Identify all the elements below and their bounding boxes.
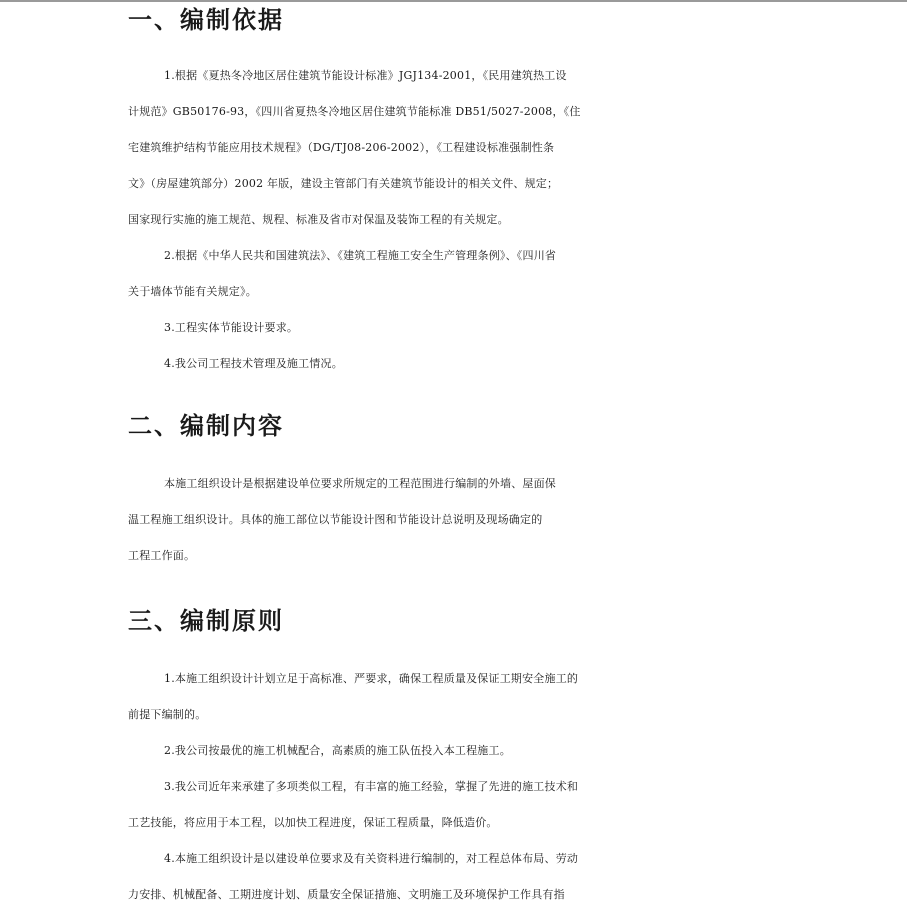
text-line: 文》（房屋建筑部分）2002 年版，建设主管部门有关建筑节能设计的相关文件、规定；	[128, 177, 559, 190]
paragraph	[128, 346, 848, 382]
text-line: 关于墙体节能有关规定》。	[128, 285, 257, 298]
text-line: 3.我公司近年来承建了多项类似工程，有丰富的施工经验，掌握了先进的施工技术和	[164, 780, 579, 793]
paragraph	[128, 733, 848, 769]
text-line: 1.根据《夏热冬冷地区居住建筑节能设计标准》JGJ134-2001，《民用建筑热工设	[164, 69, 567, 82]
text-line: 温工程施工组织设计。具体的施工部位以节能设计图和节能设计总说明及现场确定的	[128, 513, 543, 526]
text-line: 计规范》GB50176-93，《四川省夏热冬冷地区居住建筑节能标准 DB51/5027-2008，《住	[128, 105, 581, 118]
text-line: 4.我公司工程技术管理及施工情况。	[164, 357, 343, 370]
text-line: 前提下编制的。	[128, 708, 207, 721]
paragraph	[128, 841, 848, 913]
text-line: 力安排、机械配备、工期进度计划、质量安全保证措施、文明施工及环境保护工作具有指	[128, 888, 565, 901]
section-heading-basis: 一、编制依据	[128, 6, 284, 34]
section-content-body	[128, 466, 848, 574]
paragraph	[128, 310, 848, 346]
section-principles-body	[128, 661, 848, 913]
text-line: 工艺技能，将应用于本工程，以加快工程进度，保证工程质量，降低造价。	[128, 816, 498, 829]
paragraph	[128, 466, 848, 574]
text-line: 2.根据《中华人民共和国建筑法》、《建筑工程施工安全生产管理条例》、《四川省	[164, 249, 557, 262]
text-line: 4.本施工组织设计是以建设单位要求及有关资料进行编制的，对工程总体布局、劳动	[164, 852, 579, 865]
text-line: 国家现行实施的施工规范、规程、标准及省市对保温及装饰工程的有关规定。	[128, 213, 509, 226]
text-line: 宅建筑维护结构节能应用技术规程》（DG/TJ08-206-2002），《工程建设标准强制性条	[128, 141, 555, 154]
text-line: 工程工作面。	[128, 549, 196, 562]
paragraph	[128, 661, 848, 733]
section-basis-body	[128, 58, 848, 382]
text-line: 2.我公司按最优的施工机械配合，高素质的施工队伍投入本工程施工。	[164, 744, 511, 757]
text-line: 1.本施工组织设计计划立足于高标准、严要求，确保工程质量及保证工期安全施工的	[164, 672, 579, 685]
text-line: 本施工组织设计是根据建设单位要求所规定的工程范围进行编制的外墙、屋面保	[164, 477, 556, 490]
section-heading-content: 二、编制内容	[128, 412, 284, 440]
text-line: 3.工程实体节能设计要求。	[164, 321, 299, 334]
paragraph	[128, 58, 848, 238]
section-heading-principles: 三、编制原则	[128, 607, 284, 635]
paragraph	[128, 769, 848, 841]
paragraph	[128, 238, 848, 310]
